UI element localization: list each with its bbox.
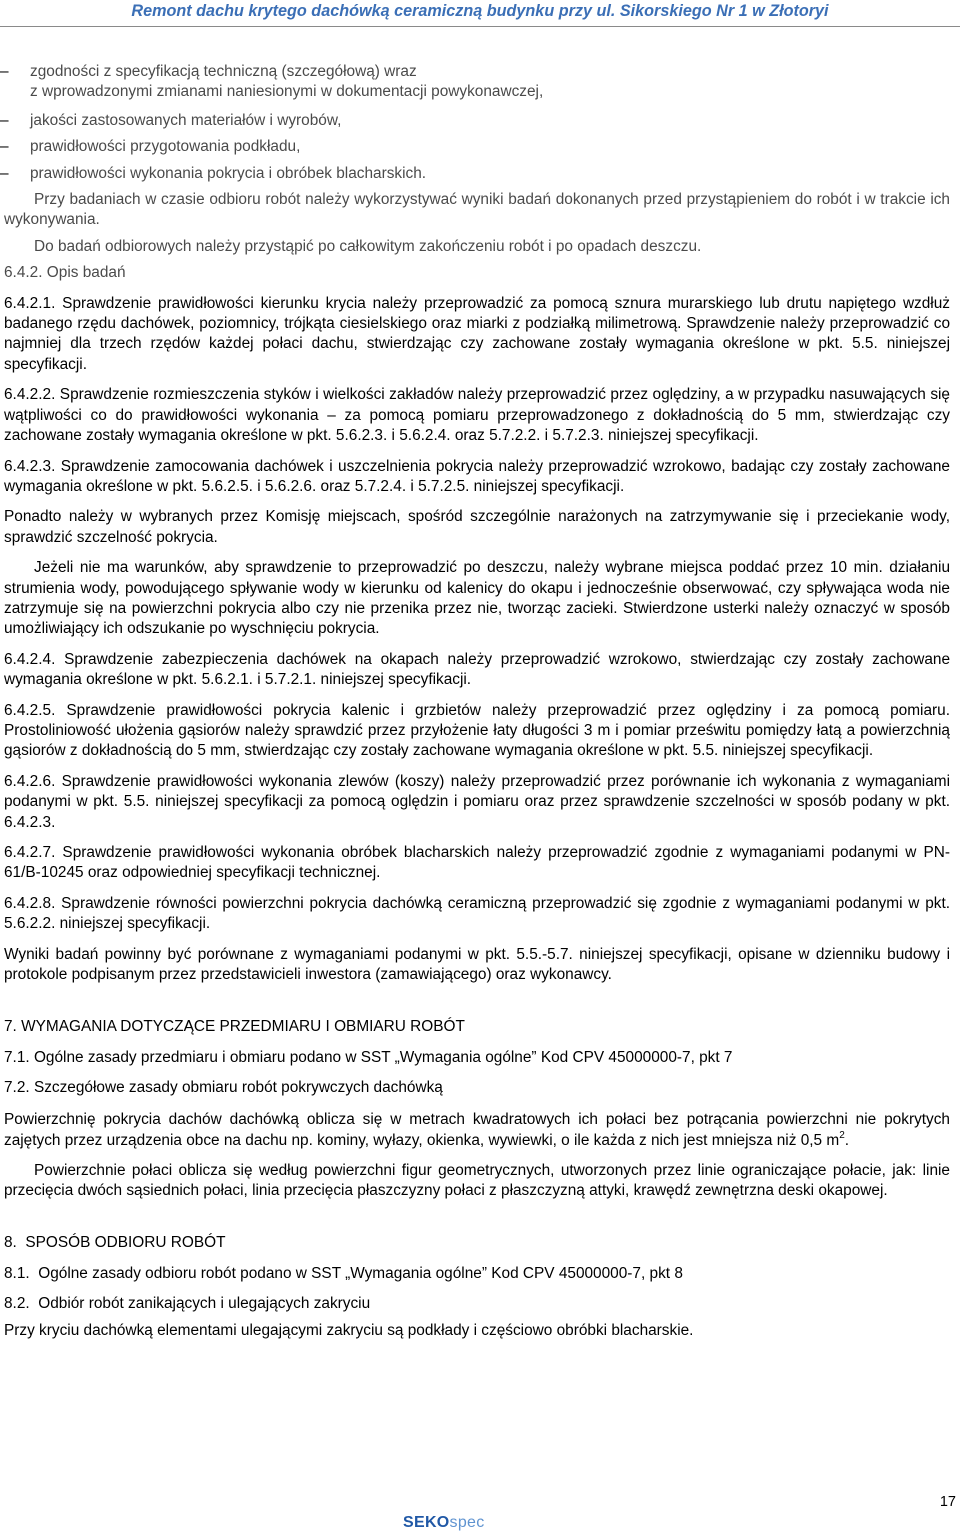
section-6-4-2-5-part2: Prostoliniowość ułożenia gąsiorów należy sprawdzić przez przyłożenie łaty długości 3 m i pomiar prześwitu pomiędzy łatą a powierzchnią gąsiorów z dokładnością do 5 mm, stwierdzając czy zostały zachowane wymagania określone w pkt. 5.5. niniejszej specyfikacji.: [4, 721, 950, 760]
section-6-4-2-1: [4, 294, 950, 376]
paragraph-powierzchnie: [4, 1109, 950, 1151]
section-6-4-2-8: 6.4.2.8. Sprawdzenie równości powierzchni pokrycia dachówką ceramiczną przeprowadzić się zgodnie z wymaganiami podanymi w pkt. 5.6.2.2. niniejszej specyfikacji.: [4, 894, 950, 933]
paragraph-wyniki: Wyniki badań powinny być porównane z wymaganiami podanymi w pkt. 5.5.-5.7. niniejszej specyfikacji, opisane w dzienniku budowy i protokole podpisanym przez przedstawicieli inwestora (zamawiającego) oraz wykonawcy.: [4, 945, 950, 984]
section-6-4-2-7: 6.4.2.7. Sprawdzenie prawidłowości wykonania obróbek blacharskich należy przeprowadzić zgodnie z wymaganiami podanymi w PN-61/B-10245 oraz odpowiedniej specyfikacji technicznej.: [4, 844, 950, 882]
paragraph-powierzchnie-end: .: [844, 1131, 850, 1149]
heading-8-1: 8.1. Ogólne zasady odbioru robót podano w SST „Wymagania ogólne” Kod CPV 45000000-7, pkt 8: [4, 1264, 683, 1282]
heading-opis-badan: 6.4.2. Opis badań: [4, 264, 126, 282]
section-6-4-2-6: 6.4.2.6. Sprawdzenie prawidłowości wykonania zlewów (koszy) należy przeprowadzić przez porównanie ich wykonania z wymaganiami podanymi w pkt. 5.5. niniejszej specyfikacji za pomocą oględzin i pomiaru oraz przez sprawdzenie szczelności w sposób podany w pkt. 6.4.2.3.: [4, 772, 950, 831]
section-6-4-2-2: 6.4.2.2. Sprawdzenie rozmieszczenia styków i wielkości zakładów należy przeprowadzić przez oględziny, a w przypadku nasuwających się wątpliwości co do prawidłowości wykonania – za pomocą pomiaru przeprowadzonego z dokładnością do 5 mm, stwierdzając czy zachowane zostały wymagania określone w pkt. 5.6.2.3. i 5.6.2.4. oraz 5.7.2.2. i 5.7.2.3. niniejszej specyfikacji.: [4, 386, 950, 445]
bullet-item: – zgodności z specyfikacją techniczną (szczegółową) wraz: [4, 62, 950, 82]
paragraph-jezeli: Jeżeli nie ma warunków, aby sprawdzenie to przeprowadzić po deszczu, należy wybrane miejsca poddać przez 10 min. działaniu strumienia wody, powodującego spływanie wody w kierunku od kalenicy do okapu i jednocześnie obserwować, czy spływająca woda nie zatrzymuje się na powierzchni pokrycia albo czy nie przenika przez nie, tworząc zacieki. Stwierdzone usterki należy oznaczyć w sposób umożliwiający ich odszukanie po wyschnięciu pokrycia.: [4, 559, 950, 638]
bullet-item: – jakości zastosowanych materiałów i wyrobów,: [4, 111, 950, 131]
logo-part-seko: SEKO: [403, 1514, 450, 1531]
heading-8-2: 8.2. Odbiór robót zanikających i ulegających zakryciu: [4, 1295, 371, 1313]
section-6-4-2-4: 6.4.2.4. Sprawdzenie zabezpieczenia dachówek na okapach należy przeprowadzić wzrokowo, stwierdzając czy zostały zachowane wymagania określone w pkt. 5.6.2.1. i 5.7.2.1. niniejszej specyfikacji.: [4, 650, 950, 689]
section-6-4-2-3: 6.4.2.3. Sprawdzenie zamocowania dachówek i uszczelnienia pokrycia należy przeprowadzić wzrokowo, badając czy zostały zachowane wymagania określone w pkt. 5.6.2.5. i 5.6.2.6. oraz 5.7.2.4. i 5.7.2.5. niniejszej specyfikacji.: [4, 457, 950, 495]
logo-part-spec: spec: [449, 1514, 485, 1531]
bullet-item: – prawidłowości przygotowania podkładu,: [4, 137, 950, 157]
paragraph-odbiorowe: Do badań odbiorowych należy przystąpić po całkowitym zakończeniu robót i po opadach deszczu.: [34, 237, 702, 255]
paragraph-przy-kryciu: Przy kryciu dachówką elementami ulegającymi zakryciu są podkłady i częściowo obróbki blacharskie.: [4, 1321, 694, 1339]
paragraph-badania: Przy badaniach w czasie odbioru robót należy wykorzystywać wyniki badań dokonanych przed przystąpieniem do robót i w trakcie ich wykonywania.: [4, 191, 950, 229]
page-header: Remont dachu krytego dachówką ceramiczną budynku przy ul. Sikorskiego Nr 1 w Złotoryi: [0, 0, 960, 27]
section-6-4-2-1-part1: 6.4.2.1. Sprawdzenie prawidłowości kierunku krycia należy przeprowadzić za pomocą sznura murarskiego lub drutu napiętego wzdłuż badanego rzędu dachówek, poziomnicy, trójkąta ciesielskiego oraz miarki z podziałką milimetrową.: [4, 294, 950, 333]
square-superscript: 2: [839, 1129, 845, 1141]
document-body: [4, 62, 950, 1341]
paragraph-powierzchnie-text: Powierzchnię pokrycia dachów dachówką oblicza się w metrach kwadratowych ich połaci bez potrącania powierzchni nie pokrytych zajętych przez urządzenia obce na dachu np. kominy, wyłazy, okienka, wywiewki, o ile każda z nich jest mniejsza niż 0,5 m: [4, 1110, 950, 1149]
section-6-4-2-1-part2: Sprawdzenie należy przeprowadzić co najmniej dla trzech rzędów każdej połaci dachu, stwierdzając czy zachowane zostały wymagania określone w pkt. 5.5. niniejszej specyfikacji.: [4, 315, 951, 373]
footer-logo: [403, 1513, 485, 1533]
heading-section-8: 8. SPOSÓB ODBIORU ROBÓT: [4, 1234, 226, 1252]
heading-7-1: 7.1. Ogólne zasady przedmiaru i obmiaru podano w SST „Wymagania ogólne” Kod CPV 45000000-7, pkt 7: [4, 1048, 733, 1066]
bullet-continuation: z wprowadzonymi zmianami naniesionymi w dokumentacji powykonawczej,: [30, 83, 544, 101]
section-6-4-2-5: [4, 701, 950, 762]
paragraph-ponadto: Ponadto należy w wybranych przez Komisję miejscach, spośród szczególnie narażonych na zatrzymywanie się i przeciekanie wody, sprawdzić szczelność pokrycia.: [4, 508, 950, 546]
bullet-item: – prawidłowości wykonania pokrycia i obróbek blacharskich.: [4, 164, 950, 184]
page-number: 17: [939, 1494, 956, 1510]
heading-section-7: 7. WYMAGANIA DOTYCZĄCE PRZEDMIARU I OBMIARU ROBÓT: [4, 1018, 465, 1036]
section-6-4-2-5-part1: 6.4.2.5. Sprawdzenie prawidłowości pokrycia kalenic i grzbietów należy przeprowadzić przez oględziny i za pomocą pomiaru.: [4, 701, 950, 719]
paragraph-polaci: Powierzchnie połaci oblicza się według powierzchni figur geometrycznych, utworzonych przez linie ograniczające połacie, jak: linie przecięcia dwóch sąsiednich połaci, linia przecięcia płaszczyzny połaci z płaszczyzną attyki, krawędź zewnętrzna deski okapowej.: [4, 1161, 950, 1200]
heading-7-2: 7.2. Szczegółowe zasady obmiaru robót pokrywczych dachówką: [4, 1079, 443, 1097]
